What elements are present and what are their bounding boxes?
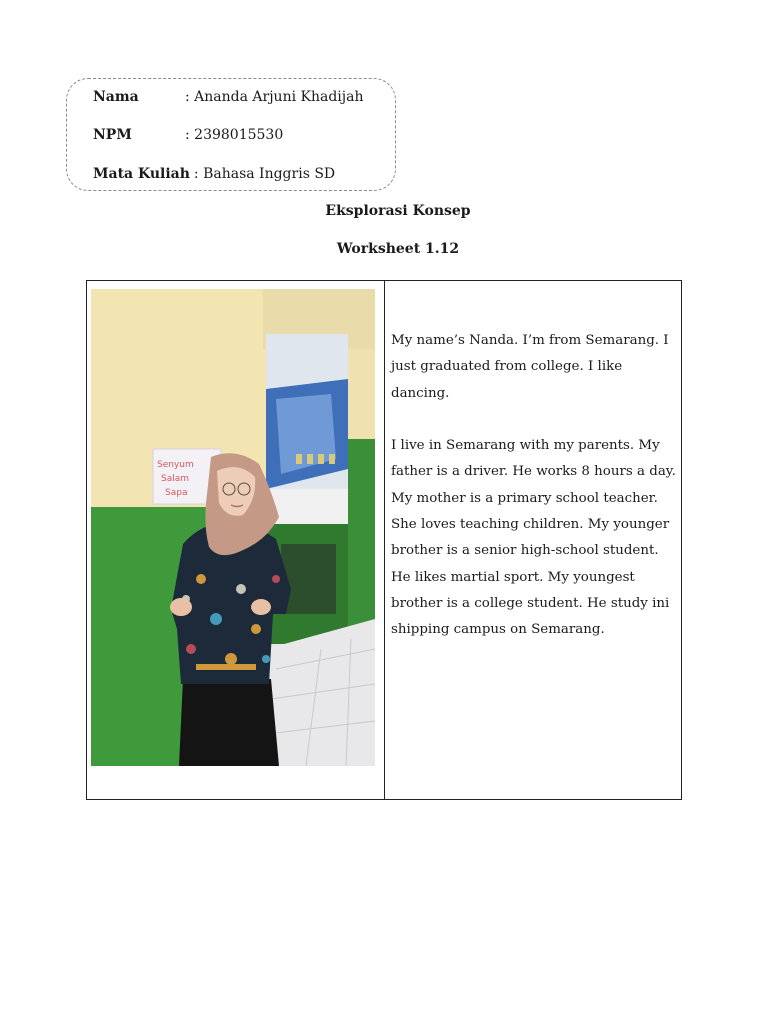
- course-label: Mata Kuliah: [93, 166, 190, 182]
- svg-text:Senyum: Senyum: [157, 460, 194, 470]
- paragraph-family-father: I live in Semarang with my parents. My father is a driver. He works 8 hours a day.: [391, 438, 676, 480]
- svg-text:Salam: Salam: [161, 474, 190, 484]
- paragraph-intro: My name’s Nanda. I’m from Semarang. I just graduated from college. I like dancing.: [391, 333, 669, 401]
- column-divider: [384, 281, 385, 799]
- npm-value: : 2398015530: [185, 127, 284, 143]
- page-title: Eksplorasi Konsep: [325, 203, 471, 219]
- student-photo: [91, 289, 375, 766]
- paragraph-family-mother: My mother is a primary school teacher. She loves teaching children. My younger brother is a senior high-school student. He likes martial sport. My youngest brother is a college student. He study ini shipping campus on Semarang.: [391, 490, 670, 638]
- worksheet-subtitle: Worksheet 1.12: [336, 241, 460, 257]
- name-value: : Ananda Arjuni Khadijah: [185, 89, 364, 105]
- svg-text:Sapa: Sapa: [165, 488, 188, 498]
- npm-label: NPM: [93, 127, 132, 143]
- worksheet-table: [86, 280, 682, 800]
- npm-row: [93, 126, 283, 144]
- course-value: : Bahasa Inggris SD: [193, 166, 336, 182]
- student-info-box: [66, 78, 396, 191]
- name-label: Nama: [93, 89, 139, 105]
- name-row: [93, 88, 364, 106]
- description-cell: [391, 328, 679, 644]
- course-row: [93, 165, 335, 183]
